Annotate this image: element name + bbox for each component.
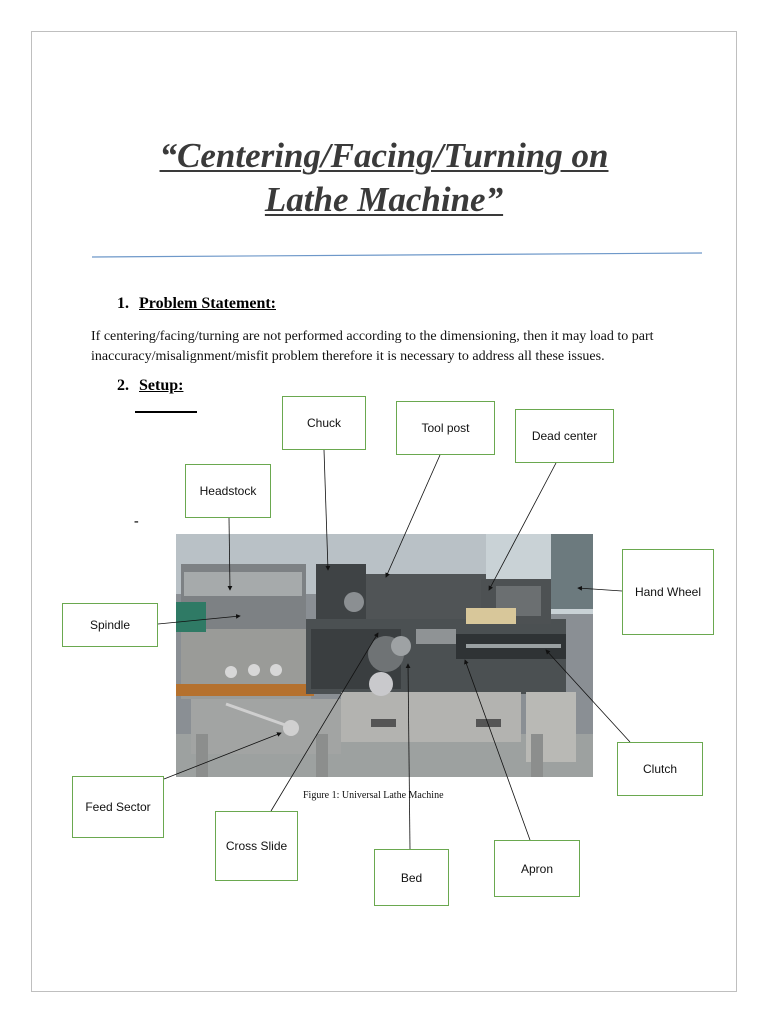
figure-caption: Figure 1: Universal Lathe Machine [303,790,444,801]
title-line-1: “Centering/Facing/Turning on [159,136,609,175]
dash-mark: - [134,514,139,529]
label-headstock: Headstock [185,464,271,518]
label-cross-slide: Cross Slide [215,811,298,881]
label-apron: Apron [494,840,580,897]
section-heading-problem: 1. Problem Statement: [117,295,276,312]
label-bed: Bed [374,849,449,906]
label-spindle: Spindle [62,603,158,647]
document-title [0,134,768,222]
title-divider [92,251,702,259]
label-hand-wheel: Hand Wheel [622,549,714,635]
title-line-2: Lathe Machine” [264,180,504,219]
label-feed-sector: Feed Sector [72,776,164,838]
label-chuck: Chuck [282,396,366,450]
label-tool-post: Tool post [396,401,495,455]
lathe-machine-photo [176,534,593,777]
underline-stub [135,411,197,413]
label-clutch: Clutch [617,742,703,796]
label-dead-center: Dead center [515,409,614,463]
section-heading-setup: 2. Setup: [117,377,184,394]
problem-statement-text: If centering/facing/turning are not performed according to the dimensioning, then it may load to part inaccuracy/misalignment/misfit problem therefore it is necessary to address all these issues. [91,329,654,364]
